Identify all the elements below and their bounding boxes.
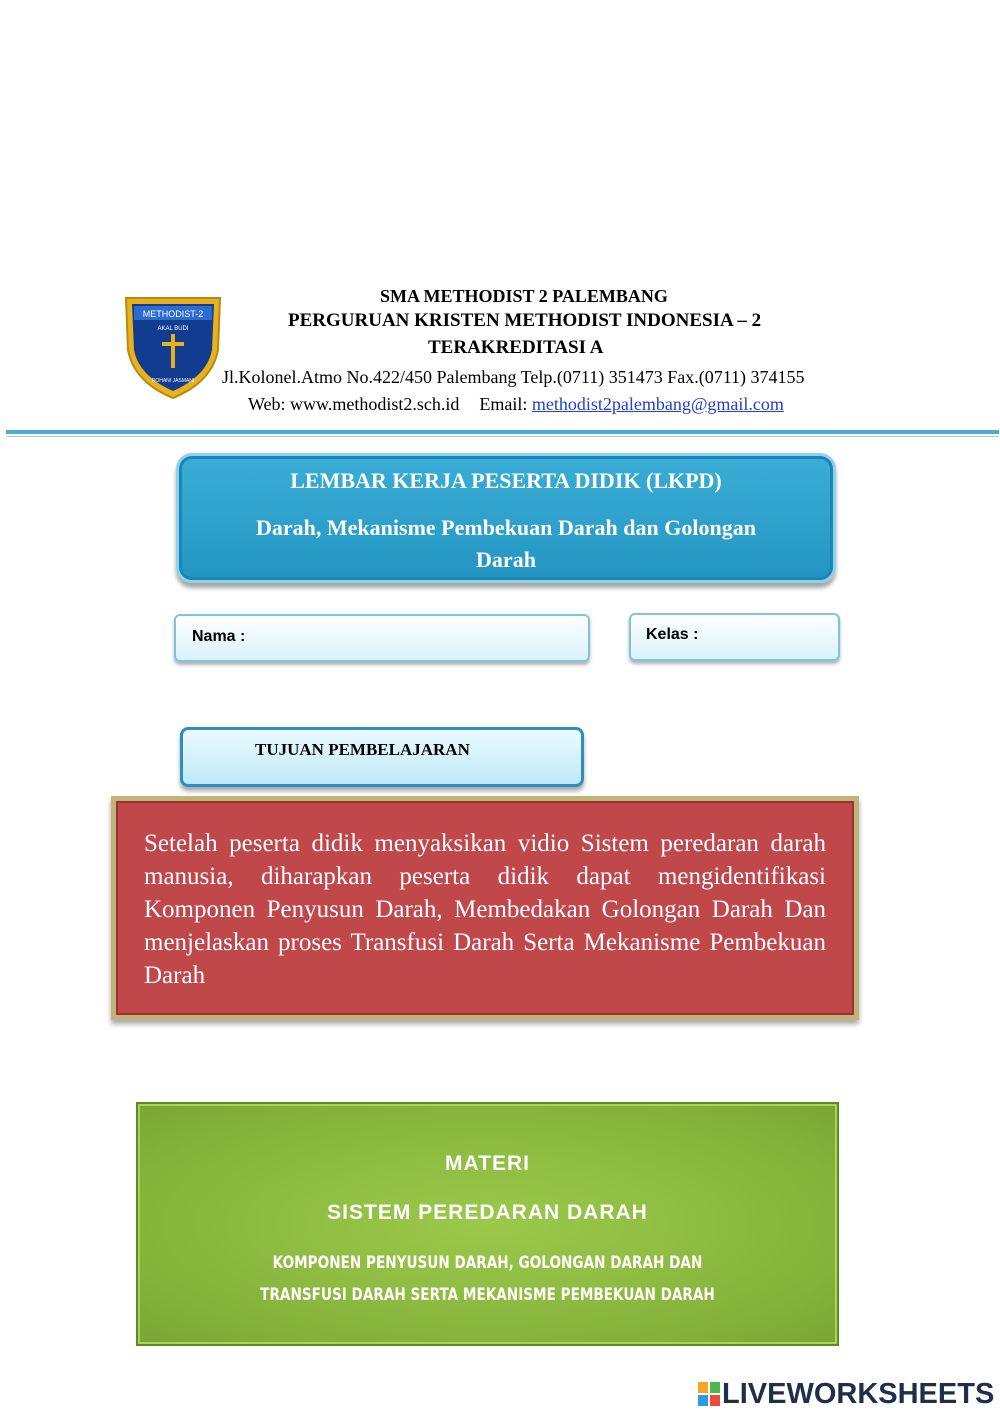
website-text: Web: www.methodist2.sch.id bbox=[248, 394, 460, 414]
materi-title: SISTEM PEREDARAN DARAH bbox=[327, 1201, 648, 1224]
accreditation-status: TERAKREDITASI A bbox=[428, 337, 604, 358]
lkpd-title-box bbox=[176, 453, 836, 583]
kelas-label: Kelas : bbox=[646, 626, 699, 643]
nama-label: Nama : bbox=[192, 628, 246, 645]
lkpd-title: LEMBAR KERJA PESERTA DIDIK (LKPD) bbox=[290, 468, 722, 493]
email-link[interactable]: methodist2palembang@gmail.com bbox=[531, 394, 784, 414]
objective-text: Setelah peserta didik menyaksikan vidio Sistem peredaran darah manusia, diharapkan peserta didik dapat mengidentifikasi Komponen Penyusun Darah, Membedakan Golongan Darah Dan menjelaskan proses Transfusi Darah Serta Mekanisme Pembekuan Darah bbox=[144, 830, 826, 989]
materi-box bbox=[136, 1102, 839, 1346]
foundation-name: PERGURUAN KRISTEN METHODIST INDONESIA – 2 bbox=[288, 310, 762, 331]
header-divider bbox=[6, 430, 999, 434]
objective-box bbox=[111, 796, 859, 1020]
logo-text-bottom: ROHANI JASMANI bbox=[151, 378, 195, 384]
school-logo-icon bbox=[122, 290, 224, 402]
materi-label: MATERI bbox=[445, 1152, 530, 1175]
contact-line bbox=[248, 394, 784, 415]
logo-text-top: METHODIST-2 bbox=[142, 309, 204, 319]
materi-subtitle: KOMPONEN PENYUSUN DARAH, GOLONGAN DARAH DAN TRANSFUSI DARAH SERTA MEKANISME PEMBEKUAN DARAH bbox=[260, 1253, 715, 1305]
logo-text-mid: AKAL BUDI bbox=[157, 326, 189, 332]
school-address: Jl.Kolonel.Atmo No.422/450 Palembang Telp.(0711) 351473 Fax.(0711) 374155 bbox=[222, 367, 805, 387]
tujuan-label: TUJUAN PEMBELAJARAN bbox=[255, 740, 470, 759]
kelas-field[interactable] bbox=[629, 613, 840, 661]
watermark-text: LIVEWORKSHEETS bbox=[722, 1378, 995, 1410]
header-divider-thin bbox=[6, 436, 999, 437]
nama-field[interactable] bbox=[174, 614, 590, 662]
lkpd-topic: Darah, Mekanisme Pembekuan Darah dan Golongan Darah bbox=[256, 515, 756, 572]
liveworksheets-logo-icon bbox=[698, 1382, 720, 1406]
school-name: SMA METHODIST 2 PALEMBANG bbox=[380, 286, 668, 306]
tujuan-header bbox=[180, 727, 584, 787]
email-label: Email: bbox=[479, 394, 528, 414]
